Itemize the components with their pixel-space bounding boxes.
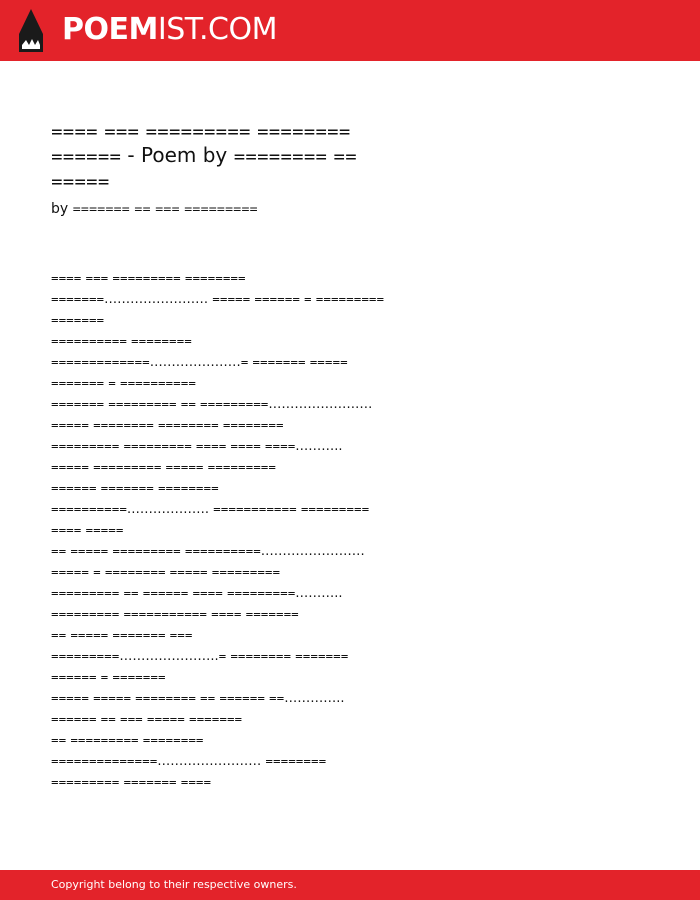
pen-nib-icon bbox=[19, 9, 43, 52]
poem-line: ᐀᐀᐀᐀᐀᐀᐀᐀᐀…………………..᐀ ᐀᐀᐀᐀᐀᐀᐀᐀ ᐀᐀᐀᐀᐀᐀᐀ bbox=[51, 649, 349, 664]
site-footer bbox=[0, 870, 700, 900]
poem-line: ᐀᐀᐀᐀᐀᐀ ᐀᐀ ᐀᐀᐀ ᐀᐀᐀᐀᐀ ᐀᐀᐀᐀᐀᐀᐀ bbox=[51, 712, 243, 727]
poem-line: ᐀᐀᐀᐀᐀᐀᐀᐀᐀ ᐀᐀ ᐀᐀᐀᐀᐀᐀ ᐀᐀᐀᐀ ᐀᐀᐀᐀᐀᐀᐀᐀᐀……….. bbox=[51, 586, 343, 601]
copyright-text: Copyright belong to their respective owners. bbox=[51, 878, 297, 891]
poem-line: ᐀᐀᐀᐀᐀᐀᐀ bbox=[51, 313, 105, 328]
poem-line: ᐀᐀᐀᐀᐀᐀᐀᐀᐀ ᐀᐀᐀᐀᐀᐀᐀᐀᐀ ᐀᐀᐀᐀ ᐀᐀᐀᐀ ᐀᐀᐀᐀……….. bbox=[51, 439, 343, 454]
poem-line: ᐀᐀᐀᐀᐀᐀᐀ ᐀ ᐀᐀᐀᐀᐀᐀᐀᐀᐀᐀ bbox=[51, 376, 196, 391]
poem-line: ᐀᐀᐀᐀᐀᐀᐀…………………… ᐀᐀᐀᐀᐀ ᐀᐀᐀᐀᐀᐀ ᐀ ᐀᐀᐀᐀᐀᐀᐀᐀᐀ bbox=[51, 292, 385, 307]
poem-line: ᐀᐀᐀᐀᐀᐀᐀᐀᐀ ᐀᐀᐀᐀᐀᐀᐀᐀᐀᐀᐀ ᐀᐀᐀᐀ ᐀᐀᐀᐀᐀᐀᐀ bbox=[51, 607, 299, 622]
author-name: ᐀᐀᐀᐀᐀᐀᐀ ᐀᐀ ᐀᐀᐀ ᐀᐀᐀᐀᐀᐀᐀᐀᐀ bbox=[72, 201, 258, 217]
poem-line: ᐀᐀᐀᐀᐀᐀᐀᐀᐀᐀ ᐀᐀᐀᐀᐀᐀᐀᐀ bbox=[51, 334, 192, 349]
poem-line: ᐀᐀᐀᐀᐀ ᐀᐀᐀᐀᐀᐀᐀᐀᐀ ᐀᐀᐀᐀᐀ ᐀᐀᐀᐀᐀᐀᐀᐀᐀ bbox=[51, 460, 276, 475]
poem-line: ᐀᐀᐀᐀᐀ ᐀᐀᐀᐀᐀ ᐀᐀᐀᐀᐀᐀᐀᐀ ᐀᐀ ᐀᐀᐀᐀᐀᐀ ᐀᐀………….. bbox=[51, 691, 345, 706]
poem-title: ᐀᐀᐀᐀ ᐀᐀᐀ ᐀᐀᐀᐀᐀᐀᐀᐀᐀ ᐀᐀᐀᐀᐀᐀᐀᐀ ᐀᐀᐀᐀᐀᐀ - Poem by ᐀᐀᐀᐀᐀᐀᐀᐀ ᐀᐀ ᐀᐀᐀᐀᐀ bbox=[51, 118, 357, 192]
poem-line: ᐀᐀᐀᐀ ᐀᐀᐀ ᐀᐀᐀᐀᐀᐀᐀᐀᐀ ᐀᐀᐀᐀᐀᐀᐀᐀ bbox=[51, 271, 246, 286]
site-header bbox=[0, 0, 700, 61]
poem-body bbox=[51, 268, 411, 793]
poem-line: ᐀᐀᐀᐀᐀᐀᐀᐀᐀᐀᐀᐀᐀᐀…………………… ᐀᐀᐀᐀᐀᐀᐀᐀ bbox=[51, 754, 327, 769]
poem-line: ᐀᐀᐀᐀᐀᐀ ᐀ ᐀᐀᐀᐀᐀᐀᐀ bbox=[51, 670, 166, 685]
poem-line: ᐀᐀ ᐀᐀᐀᐀᐀ ᐀᐀᐀᐀᐀᐀᐀᐀᐀ ᐀᐀᐀᐀᐀᐀᐀᐀᐀᐀…………………… bbox=[51, 544, 365, 559]
poem-line: ᐀᐀᐀᐀᐀᐀ ᐀᐀᐀᐀᐀᐀᐀ ᐀᐀᐀᐀᐀᐀᐀᐀ bbox=[51, 481, 219, 496]
poem-line: ᐀᐀᐀᐀᐀᐀᐀᐀᐀᐀………………. ᐀᐀᐀᐀᐀᐀᐀᐀᐀᐀᐀ ᐀᐀᐀᐀᐀᐀᐀᐀᐀ bbox=[51, 502, 370, 517]
poem-line: ᐀᐀᐀᐀᐀᐀᐀᐀᐀ ᐀᐀᐀᐀᐀᐀᐀ ᐀᐀᐀᐀ bbox=[51, 775, 212, 790]
by-label: by bbox=[51, 201, 69, 217]
byline bbox=[51, 199, 451, 219]
poem-line: ᐀᐀᐀᐀᐀ ᐀ ᐀᐀᐀᐀᐀᐀᐀᐀ ᐀᐀᐀᐀᐀ ᐀᐀᐀᐀᐀᐀᐀᐀᐀ bbox=[51, 565, 281, 580]
logo-bold-text: POEM bbox=[62, 12, 158, 47]
poem-line: ᐀᐀᐀᐀ ᐀᐀᐀᐀᐀ bbox=[51, 523, 124, 538]
poem-line: ᐀᐀᐀᐀᐀᐀᐀ ᐀᐀᐀᐀᐀᐀᐀᐀᐀ ᐀᐀ ᐀᐀᐀᐀᐀᐀᐀᐀᐀…………………… bbox=[51, 397, 373, 412]
site-logo[interactable] bbox=[62, 12, 277, 48]
logo-light-text: IST.COM bbox=[157, 12, 277, 47]
poem-line: ᐀᐀ ᐀᐀᐀᐀᐀᐀᐀᐀᐀ ᐀᐀᐀᐀᐀᐀᐀᐀ bbox=[51, 733, 204, 748]
poem-line: ᐀᐀ ᐀᐀᐀᐀᐀ ᐀᐀᐀᐀᐀᐀᐀ ᐀᐀᐀ bbox=[51, 628, 193, 643]
poem-line: ᐀᐀᐀᐀᐀ ᐀᐀᐀᐀᐀᐀᐀᐀ ᐀᐀᐀᐀᐀᐀᐀᐀ ᐀᐀᐀᐀᐀᐀᐀᐀ bbox=[51, 418, 284, 433]
poem-line: ᐀᐀᐀᐀᐀᐀᐀᐀᐀᐀᐀᐀᐀…………………᐀ ᐀᐀᐀᐀᐀᐀᐀ ᐀᐀᐀᐀᐀ bbox=[51, 355, 348, 370]
